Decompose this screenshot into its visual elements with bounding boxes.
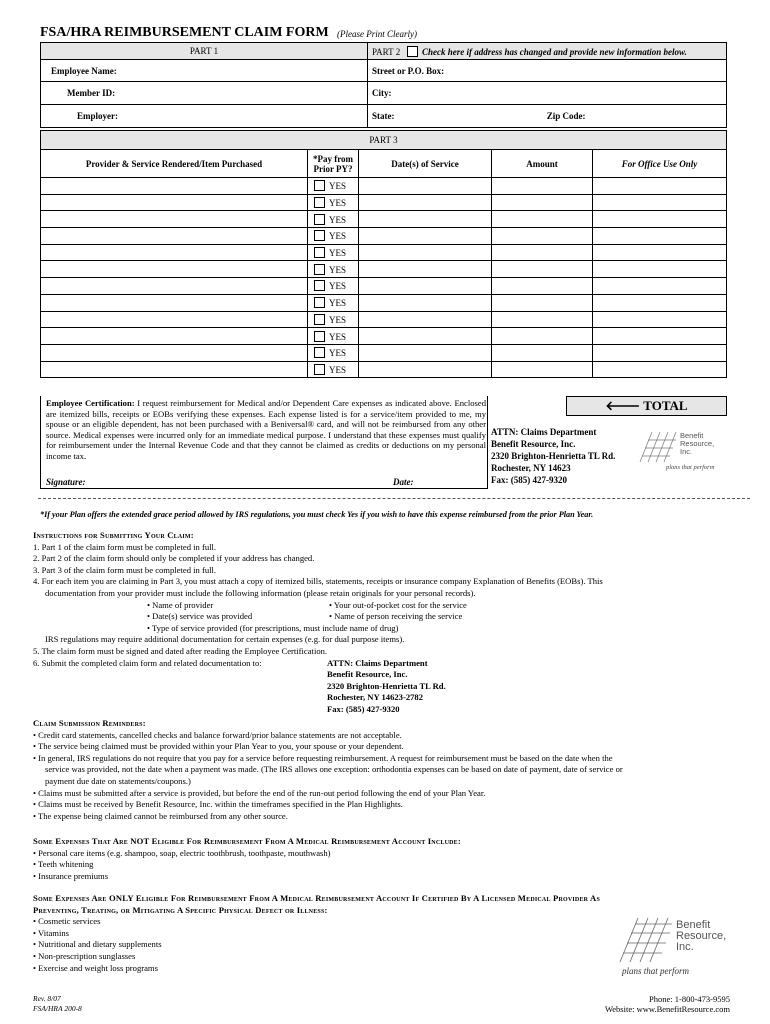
prior-py-checkbox[interactable] — [314, 247, 325, 258]
reminders-heading: Claim Submission Reminders: — [33, 718, 146, 728]
dates-cell[interactable] — [359, 344, 492, 361]
reminder-item: • The expense being claimed cannot be reimbursed from any other source. — [33, 810, 288, 821]
provider-cell[interactable] — [41, 211, 308, 228]
employee-name-field[interactable] — [41, 60, 368, 82]
irs-note: IRS regulations may require additional documentation for certain expenses (e.g. for dual purpose items). — [45, 634, 405, 645]
footnote: *If your Plan offers the extended grace period allowed by IRS regulations, you must check Yes if you wish to have this expense reimbursed from the prior Plan Year. — [40, 510, 594, 519]
dates-cell[interactable] — [359, 361, 492, 378]
form-title: FSA/HRA REIMBURSEMENT CLAIM FORM — [40, 25, 329, 40]
only-eligible-heading-2: Preventing, Treating, or Mitigating A Specific Physical Defect or Illness: — [33, 904, 328, 915]
provider-cell[interactable] — [41, 178, 308, 195]
instruction-step: 3. Part 3 of the claim form must be completed in full. — [33, 564, 217, 575]
instructions-heading: Instructions for Submitting Your Claim: — [33, 530, 194, 540]
state-label: State: — [372, 111, 395, 121]
prior-py-cell[interactable] — [308, 211, 359, 228]
address-line: 2320 Brighton-Henrietta TL Rd. — [327, 680, 446, 691]
yes-label: YES — [329, 281, 347, 292]
parts-1-2-table — [40, 42, 727, 128]
dates-cell[interactable] — [359, 228, 492, 245]
yes-label: YES — [329, 198, 347, 209]
col-office-header: For Office Use Only — [593, 150, 727, 178]
doc-bullet: • Name of provider — [147, 599, 214, 610]
logo-name-line: Inc. — [676, 941, 694, 953]
amount-cell[interactable] — [492, 294, 593, 311]
yes-label: YES — [329, 348, 347, 359]
prior-py-checkbox[interactable] — [314, 280, 325, 291]
reminders — [33, 718, 745, 822]
prior-py-checkbox[interactable] — [314, 297, 325, 308]
claim-row — [41, 178, 727, 195]
dates-cell[interactable] — [359, 294, 492, 311]
cut-line — [38, 498, 750, 499]
yes-label: YES — [329, 181, 347, 192]
footer-rev-block — [33, 994, 82, 1013]
provider-cell[interactable] — [41, 194, 308, 211]
claim-row — [41, 311, 727, 328]
submit-address — [327, 658, 446, 716]
prior-py-checkbox[interactable] — [314, 214, 325, 225]
instruction-step: 1. Part 1 of the claim form must be completed in full. — [33, 541, 217, 552]
doc-bullet: • Your out-of-pocket cost for the service — [329, 599, 467, 610]
instructions — [33, 530, 745, 714]
certification-label: Employee Certification: — [46, 398, 135, 408]
provider-cell[interactable] — [41, 228, 308, 245]
provider-cell[interactable] — [41, 311, 308, 328]
col-amount-header: Amount — [492, 150, 593, 178]
claim-row — [41, 294, 727, 311]
prior-py-checkbox[interactable] — [314, 197, 325, 208]
street-label: Street or P.O. Box: — [372, 65, 445, 76]
address-changed-checkbox[interactable] — [407, 46, 418, 57]
yes-label: YES — [329, 248, 347, 259]
amount-cell[interactable] — [492, 361, 593, 378]
yes-label: YES — [329, 314, 347, 325]
prior-py-cell[interactable] — [308, 178, 359, 195]
logo-name-line: Benefit — [680, 431, 704, 440]
office-cell[interactable] — [593, 194, 727, 211]
prior-py-checkbox[interactable] — [314, 230, 325, 241]
dates-cell[interactable] — [359, 261, 492, 278]
employee-name-label: Employee Name: — [51, 65, 117, 76]
logo-large — [618, 916, 738, 982]
yes-label: YES — [329, 331, 347, 342]
amount-cell[interactable] — [492, 211, 593, 228]
amount-cell[interactable] — [492, 261, 593, 278]
office-cell[interactable] — [593, 211, 727, 228]
provider-cell[interactable] — [41, 344, 308, 361]
prior-py-cell[interactable] — [308, 228, 359, 245]
prior-py-cell[interactable] — [308, 261, 359, 278]
logo-name-line: Inc. — [680, 447, 693, 456]
only-eligible-item: • Cosmetic services — [33, 916, 101, 927]
claim-row — [41, 244, 727, 261]
total-box — [566, 396, 727, 416]
address-line: Rochester, NY 14623-2782 — [327, 692, 424, 703]
address-line: Fax: (585) 427-9320 — [327, 703, 400, 714]
dates-cell[interactable] — [359, 311, 492, 328]
footer-contact — [605, 994, 730, 1014]
claim-row — [41, 361, 727, 378]
reminder-item: • In general, IRS regulations do not require that you pay for a service before requesting reimbursement. A request for reimbursement must be based on the date when the — [33, 752, 613, 763]
amount-cell[interactable] — [492, 278, 593, 295]
prior-py-checkbox[interactable] — [314, 364, 325, 375]
amount-cell[interactable] — [492, 194, 593, 211]
logo-name-line: Resource, — [676, 930, 727, 942]
yes-label: YES — [329, 364, 347, 375]
office-cell[interactable] — [593, 178, 727, 195]
logo-tagline: plans that perform — [622, 966, 690, 976]
prior-py-checkbox[interactable] — [314, 314, 325, 325]
amount-cell[interactable] — [492, 244, 593, 261]
prior-py-cell[interactable] — [308, 311, 359, 328]
col-provider-header: Provider & Service Rendered/Item Purchased — [41, 150, 308, 178]
attn-line: ATTN: Claims Department — [491, 427, 597, 437]
city-field[interactable] — [368, 82, 727, 105]
prior-py-cell[interactable] — [308, 344, 359, 361]
total-arrow-icon: 🡐 — [605, 398, 641, 413]
only-eligible-item: • Nutritional and dietary supplements — [33, 939, 162, 950]
reminder-item: • The service being claimed must be provided within your Plan Year to you, your spouse or your dependent. — [33, 741, 404, 752]
logo-grid-icon — [638, 430, 678, 464]
employer-label: Employer: — [77, 111, 118, 121]
yes-label: YES — [329, 214, 347, 225]
provider-cell[interactable] — [41, 244, 308, 261]
prior-py-checkbox[interactable] — [314, 331, 325, 342]
office-cell[interactable] — [593, 294, 727, 311]
provider-cell[interactable] — [41, 261, 308, 278]
certification-text: I request reimbursement for Medical and/or Dependent Care expenses as indicated above. Enclosed are itemized bills, receipts or EOBs verifying these expenses. Each expense listed is for a service/item provided to me, my spouse or an eligible dependent, has not been purchased with a Beniversal® card, and will not be reimbursed from any other source. Medical expenses were incurred only for an immediate medical purpose. I understand that these expenses must qualify for reimbursement under the Internal Revenue Code and that they cannot be claimed as credits or deductions on my personal income tax. — [46, 398, 487, 461]
office-cell[interactable] — [593, 344, 727, 361]
doc-bullet: • Date(s) service was provided — [147, 611, 253, 622]
logo-name-line: Benefit — [676, 919, 711, 931]
claim-row — [41, 261, 727, 278]
footer-form-id: FSA/HRA 200-8 — [33, 1003, 82, 1013]
not-eligible-section — [33, 836, 745, 882]
attn-line: 2320 Brighton-Henrietta TL Rd. — [491, 451, 616, 461]
prior-py-checkbox[interactable] — [314, 347, 325, 358]
only-eligible-item: • Vitamins — [33, 927, 69, 938]
claim-row — [41, 344, 727, 361]
dates-cell[interactable] — [359, 194, 492, 211]
logo-tagline: plans that perform — [666, 464, 715, 471]
logo-small — [638, 430, 728, 474]
prior-py-cell[interactable] — [308, 361, 359, 378]
claim-row — [41, 194, 727, 211]
provider-cell[interactable] — [41, 361, 308, 378]
footer-rev: Rev. 8/07 — [33, 994, 61, 1003]
yes-label: YES — [329, 231, 347, 242]
office-cell[interactable] — [593, 278, 727, 295]
attn-line: Benefit Resource, Inc. — [491, 439, 576, 449]
amount-cell[interactable] — [492, 311, 593, 328]
amount-cell[interactable] — [492, 178, 593, 195]
street-field[interactable] — [368, 60, 727, 82]
instruction-step: 5. The claim form must be signed and dated after reading the Employee Certification. — [33, 645, 328, 656]
instruction-step: 4. For each item you are claiming in Part 3, you must attach a copy of itemized bills, statements, receipts or insurance company Explanation of Benefits (EOBs). This — [33, 576, 603, 587]
attn-line: Rochester, NY 14623 — [491, 463, 571, 473]
office-cell[interactable] — [593, 228, 727, 245]
state-zip-field[interactable] — [368, 105, 727, 128]
dates-cell[interactable] — [359, 328, 492, 345]
footer-phone: Phone: 1-800-473-9595 — [649, 994, 730, 1004]
office-cell[interactable] — [593, 311, 727, 328]
date-label[interactable]: Date: — [393, 477, 414, 487]
claim-row — [41, 211, 727, 228]
dates-cell[interactable] — [359, 178, 492, 195]
only-eligible-heading: Some Expenses Are ONLY Eligible For Reimbursement From A Medical Reimbursement Account If Certified By A Licensed Medical Provider As — [33, 893, 601, 903]
reminder-item: service was provided, not the date when a payment was made. (The IRS allows one exception: orthodontia expenses can be based on date of payment, date of service or — [45, 764, 623, 775]
part1-heading: PART 1 — [41, 43, 368, 60]
provider-cell[interactable] — [41, 278, 308, 295]
attn-line: Fax: (585) 427-9320 — [491, 475, 567, 485]
office-cell[interactable] — [593, 261, 727, 278]
office-cell[interactable] — [593, 244, 727, 261]
reminder-item: • Claims must be received by Benefit Resource, Inc. within the timeframes specified in the Plan Highlights. — [33, 799, 403, 810]
address-changed-label: Check here if address has changed and provide new information below. — [421, 46, 687, 57]
not-eligible-heading: Some Expenses That Are NOT Eligible For Reimbursement From A Medical Reimbursement Account Include: — [33, 836, 461, 846]
zip-label: Zip Code: — [546, 111, 586, 121]
member-id-label: Member ID: — [67, 88, 116, 98]
office-cell[interactable] — [593, 361, 727, 378]
dates-cell[interactable] — [359, 278, 492, 295]
prior-py-checkbox[interactable] — [314, 180, 325, 191]
not-eligible-item: • Teeth whitening — [33, 859, 94, 870]
only-eligible-item: • Non-prescription sunglasses — [33, 950, 136, 961]
dates-cell[interactable] — [359, 211, 492, 228]
footer-website: Website: www.BenefitResource.com — [604, 1004, 730, 1014]
claim-row — [41, 278, 727, 295]
doc-bullet: • Type of service provided (for prescriptions, must include name of drug) — [147, 622, 399, 633]
city-label: City: — [372, 88, 392, 98]
attn-address-block — [491, 426, 615, 486]
not-eligible-item: • Insurance premiums — [33, 870, 109, 881]
prior-py-cell[interactable] — [308, 328, 359, 345]
reminder-item: • Claims must be submitted after a service is provided, but before the end of the run-out period following the end of your Plan Year. — [33, 787, 486, 798]
claim-row — [41, 328, 727, 345]
instruction-step: 6. Submit the completed claim form and related documentation to: — [33, 657, 262, 668]
print-note: (Please Print Clearly) — [337, 29, 417, 39]
reminder-item: • Credit card statements, cancelled checks and balance forward/prior balance statements are not acceptable. — [33, 729, 402, 740]
dates-cell[interactable] — [359, 244, 492, 261]
address-line: Benefit Resource, Inc. — [327, 669, 408, 680]
member-id-field[interactable] — [41, 82, 368, 105]
part2-heading: PART 2 — [372, 46, 401, 57]
office-cell[interactable] — [593, 328, 727, 345]
prior-py-cell[interactable] — [308, 244, 359, 261]
col-prior-py-header: *Pay from Prior PY? — [308, 150, 359, 178]
total-label: TOTAL — [643, 398, 688, 413]
amount-cell[interactable] — [492, 328, 593, 345]
provider-cell[interactable] — [41, 294, 308, 311]
logo-name-line: Resource, — [680, 439, 715, 448]
prior-py-cell[interactable] — [308, 278, 359, 295]
claim-rows — [41, 178, 727, 378]
amount-cell[interactable] — [492, 344, 593, 361]
only-eligible-item: • Exercise and weight loss programs — [33, 962, 158, 973]
part2-heading-cell — [368, 43, 727, 60]
signature-label[interactable]: Signature: — [46, 477, 86, 487]
yes-label: YES — [329, 264, 347, 275]
employer-field[interactable] — [41, 105, 368, 128]
certification-box — [40, 396, 488, 489]
prior-py-cell[interactable] — [308, 294, 359, 311]
doc-bullet: • Name of person receiving the service — [329, 611, 463, 622]
col-dates-header: Date(s) of Service — [359, 150, 492, 178]
claim-row — [41, 228, 727, 245]
not-eligible-item: • Personal care items (e.g. shampoo, soap, electric toothbrush, toothpaste, mouthwash) — [33, 847, 331, 858]
reminder-item: payment due date on statements/coupons.) — [45, 775, 191, 786]
amount-cell[interactable] — [492, 228, 593, 245]
instruction-step: documentation from your provider must include the following information (please retain originals for your personal records). — [45, 587, 476, 598]
part3-heading: PART 3 — [41, 131, 727, 150]
logo-grid-icon — [618, 916, 674, 964]
address-line: ATTN: Claims Department — [327, 657, 428, 668]
yes-label: YES — [329, 298, 347, 309]
prior-py-checkbox[interactable] — [314, 264, 325, 275]
instruction-step: 2. Part 2 of the claim form should only be completed if your address has changed. — [33, 553, 315, 564]
provider-cell[interactable] — [41, 328, 308, 345]
part3-table — [40, 130, 727, 378]
prior-py-cell[interactable] — [308, 194, 359, 211]
